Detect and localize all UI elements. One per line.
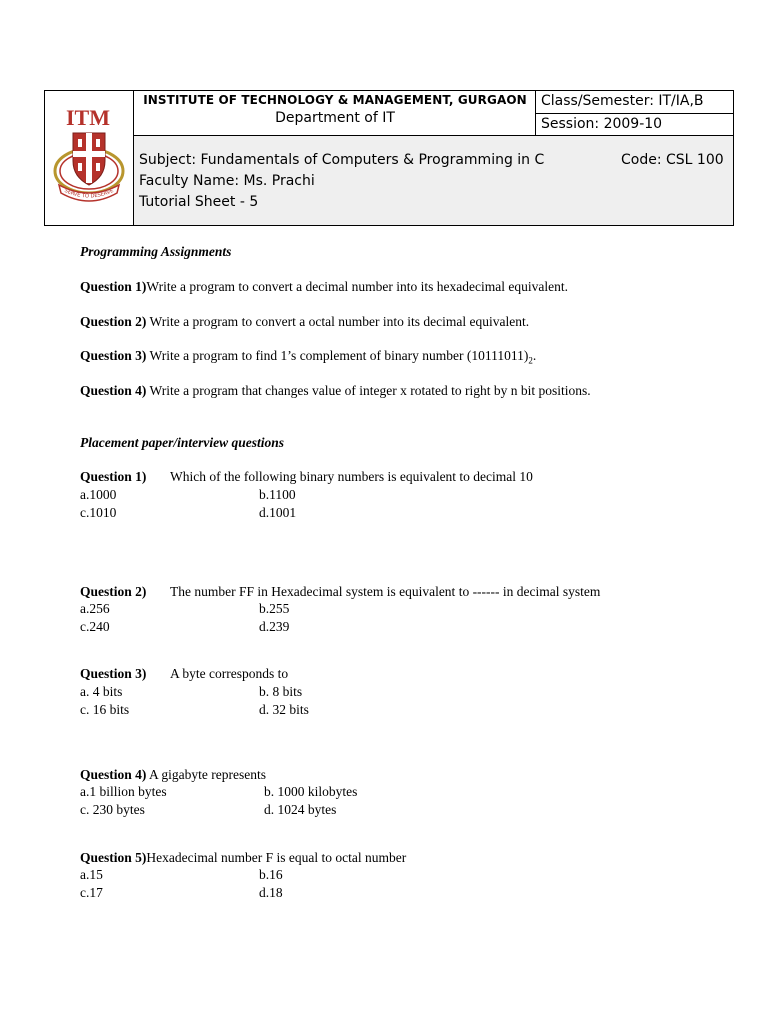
tutorial-sheet-line: Tutorial Sheet - 5 — [139, 194, 259, 210]
question-label: Question 1) — [80, 279, 147, 294]
placement-question-2 — [80, 584, 601, 600]
question-text: Write a program to convert a octal number into its decimal equivalent. — [146, 314, 530, 329]
programming-question-3 — [80, 348, 536, 366]
question-label: Question 2) — [80, 314, 147, 329]
question-text: The number FF in Hexadecimal system is equivalent to ------ in decimal system — [170, 584, 601, 599]
option-b: b.16 — [259, 867, 283, 882]
option-d: d. 32 bits — [259, 702, 309, 717]
option-c: c.1010 — [80, 505, 117, 520]
placement-question-3 — [80, 666, 289, 682]
question-label: Question 3) — [80, 666, 147, 681]
question-text: A gigabyte represents — [146, 767, 266, 782]
session-box — [535, 114, 734, 135]
option-a: a. 4 bits — [80, 684, 123, 699]
option-b: b. 1000 kilobytes — [264, 784, 358, 799]
option-b: b.255 — [259, 601, 290, 616]
placement-question-4 — [80, 767, 266, 783]
department-name: Department of IT — [275, 110, 395, 126]
option-d: d.1001 — [259, 505, 297, 520]
option-d: d.239 — [259, 619, 290, 634]
option-a: a.1 billion bytes — [80, 784, 167, 799]
question-text: Which of the following binary numbers is equivalent to decimal 10 — [170, 469, 533, 484]
question-label: Question 2) — [80, 584, 147, 599]
option-d: d. 1024 bytes — [264, 802, 337, 817]
placement-section-title: Placement paper/interview questions — [80, 435, 284, 450]
itm-logo — [51, 101, 129, 221]
option-c: c. 16 bits — [80, 702, 130, 717]
subject-line: Subject: Fundamentals of Computers & Programming in C — [139, 152, 545, 168]
option-c: c.17 — [80, 885, 103, 900]
option-c: c. 230 bytes — [80, 802, 145, 817]
programming-question-4 — [80, 383, 591, 399]
faculty-line: Faculty Name: Ms. Prachi — [139, 173, 315, 189]
class-semester: Class/Semester: IT/IA,B — [541, 93, 704, 109]
logo-motto: SERVE TO DESERVE — [63, 187, 115, 200]
question-label: Question 1) — [80, 469, 147, 484]
header-table — [44, 90, 734, 226]
option-d: d.18 — [259, 885, 283, 900]
question-text: Write a program to find 1’s complement of binary number (10111011) — [146, 348, 529, 363]
programming-section-title: Programming Assignments — [80, 244, 232, 259]
binary-subscript: 2 — [528, 355, 533, 366]
placement-question-1 — [80, 469, 533, 485]
option-a: a.1000 — [80, 487, 117, 502]
question-label: Question 4) — [80, 767, 147, 782]
logo-text: ITM — [66, 105, 110, 130]
question-suffix: . — [532, 348, 537, 363]
class-semester-box — [535, 91, 734, 114]
question-text: A byte corresponds to — [170, 666, 289, 681]
option-b: b. 8 bits — [259, 684, 303, 699]
option-b: b.1100 — [259, 487, 296, 502]
logo-cell — [45, 91, 134, 225]
institute-name: INSTITUTE OF TECHNOLOGY & MANAGEMENT, GURGAON — [143, 93, 527, 107]
question-text: Hexadecimal number F is equal to octal number — [146, 850, 407, 865]
session: Session: 2009-10 — [541, 116, 663, 132]
option-a: a.15 — [80, 867, 103, 882]
option-c: c.240 — [80, 619, 110, 634]
question-label: Question 4) — [80, 383, 147, 398]
question-label: Question 3) — [80, 348, 147, 363]
placement-question-5 — [80, 850, 406, 866]
question-text: Write a program to convert a decimal number into its hexadecimal equivalent. — [146, 279, 568, 294]
programming-question-1 — [80, 279, 568, 295]
question-label: Question 5) — [80, 850, 147, 865]
option-a: a.256 — [80, 601, 110, 616]
course-code: Code: CSL 100 — [621, 152, 724, 168]
programming-question-2 — [80, 314, 529, 330]
question-text: Write a program that changes value of integer x rotated to right by n bit positions. — [146, 383, 591, 398]
